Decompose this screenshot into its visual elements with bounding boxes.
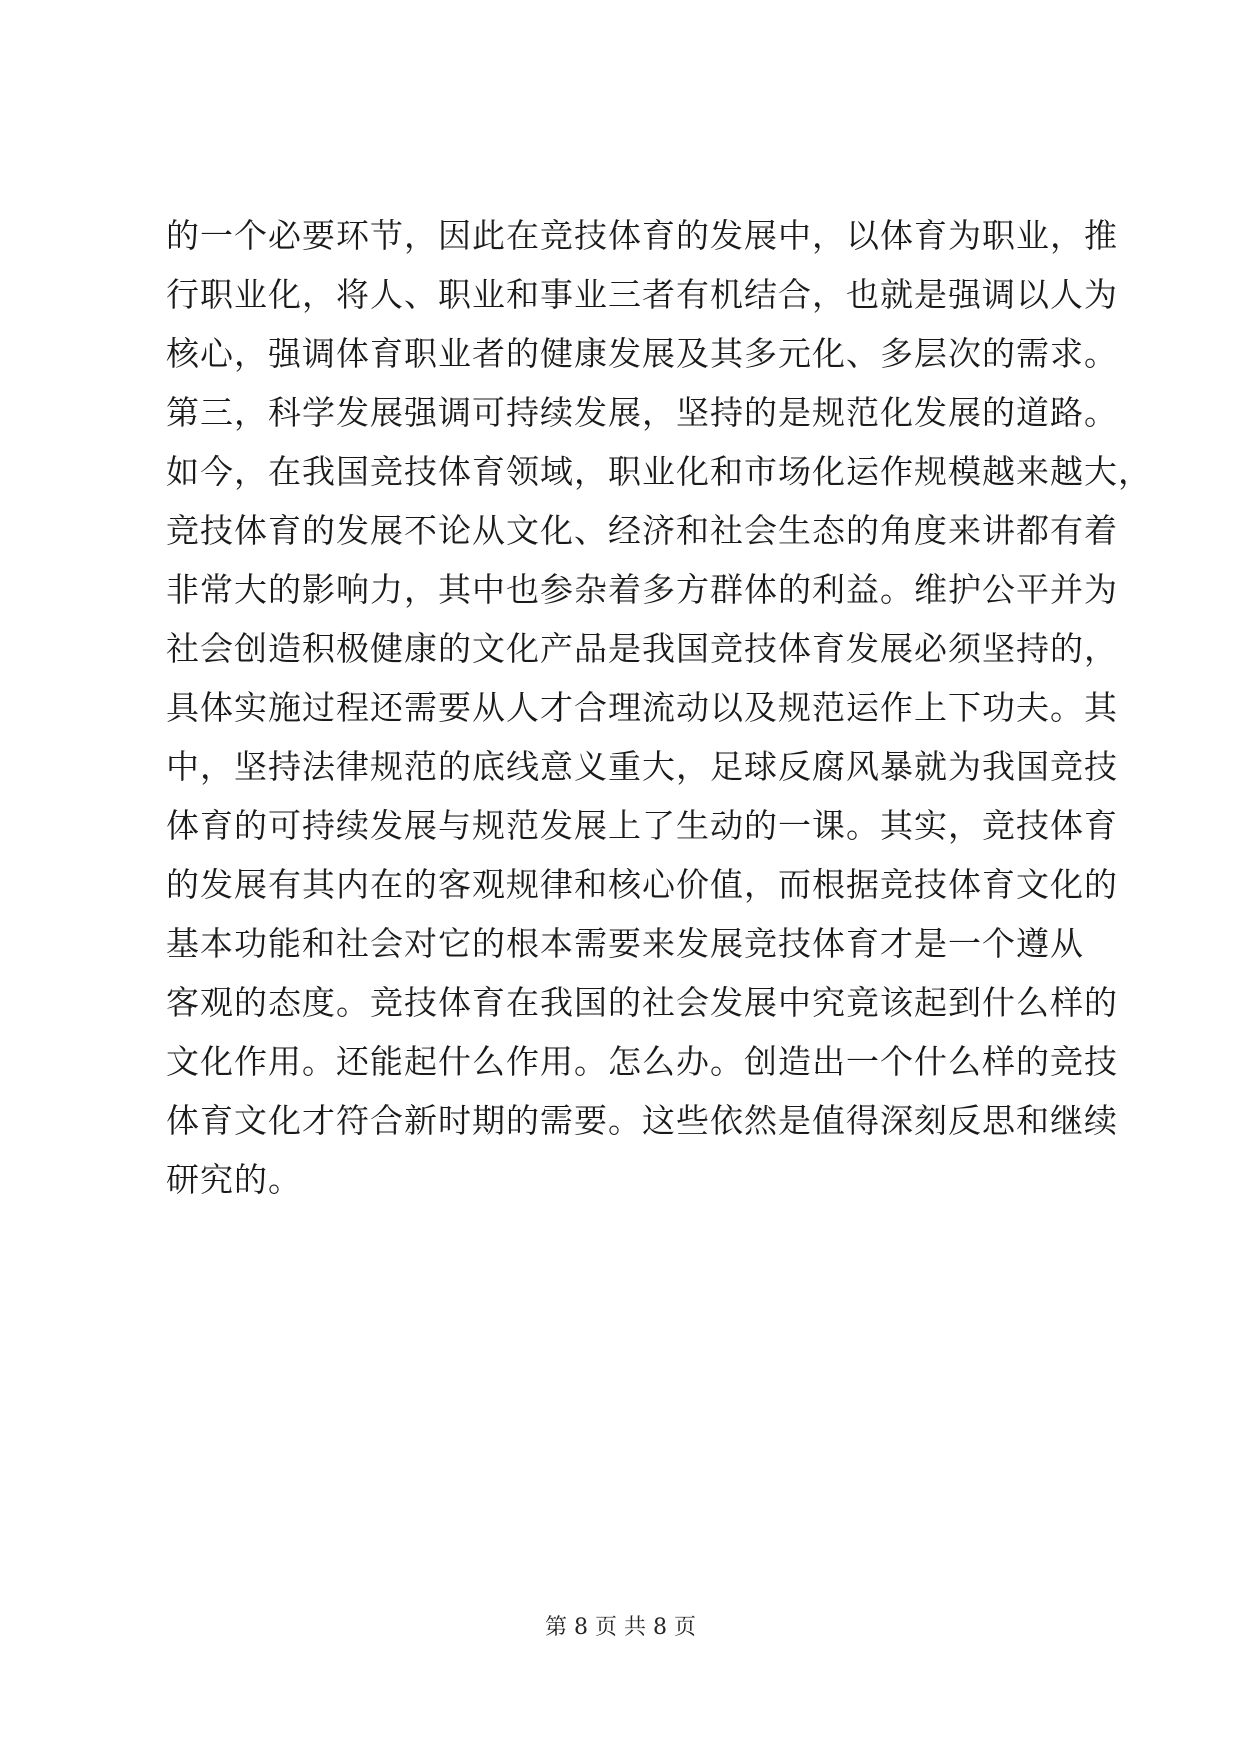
text-line: 文化作用。还能起什么作用。怎么办。创造出一个什么样的竞技 (166, 1042, 1118, 1081)
text-line: 竞技体育的发展不论从文化、经济和社会生态的角度来讲都有着 (166, 511, 1118, 550)
text-line: 第三，科学发展强调可持续发展，坚持的是规范化发展的道路。 (166, 393, 1118, 432)
text-line: 行职业化，将人、职业和事业三者有机结合，也就是强调以人为 (166, 275, 1118, 314)
text-line: 非常大的影响力，其中也参杂着多方群体的利益。维护公平并为 (166, 570, 1118, 609)
text-line: 的发展有其内在的客观规律和核心价值，而根据竞技体育文化的 (166, 865, 1118, 904)
text-line: 研究的。 (166, 1160, 302, 1199)
body-paragraph (166, 206, 1152, 1209)
text-line: 社会创造积极健康的文化产品是我国竞技体育发展必须坚持的， (166, 629, 1118, 668)
text-line: 如今，在我国竞技体育领域，职业化和市场化运作规模越来越大， (166, 452, 1152, 491)
text-line: 具体实施过程还需要从人才合理流动以及规范运作上下功夫。其 (166, 688, 1118, 727)
text-line: 体育的可持续发展与规范发展上了生动的一课。其实，竞技体育 (166, 806, 1118, 845)
text-line: 的一个必要环节，因此在竞技体育的发展中，以体育为职业，推 (166, 216, 1118, 255)
text-line: 基本功能和社会对它的根本需要来发展竞技体育才是一个遵从 (166, 924, 1084, 963)
page-number-label: 第 8 页 共 8 页 (545, 1615, 696, 1640)
text-line: 体育文化才符合新时期的需要。这些依然是值得深刻反思和继续 (166, 1101, 1118, 1140)
text-line: 中，坚持法律规范的底线意义重大，足球反腐风暴就为我国竞技 (166, 747, 1118, 786)
page-footer (0, 1614, 1241, 1642)
text-line: 核心，强调体育职业者的健康发展及其多元化、多层次的需求。 (166, 334, 1118, 373)
text-line: 客观的态度。竞技体育在我国的社会发展中究竟该起到什么样的 (166, 983, 1118, 1022)
